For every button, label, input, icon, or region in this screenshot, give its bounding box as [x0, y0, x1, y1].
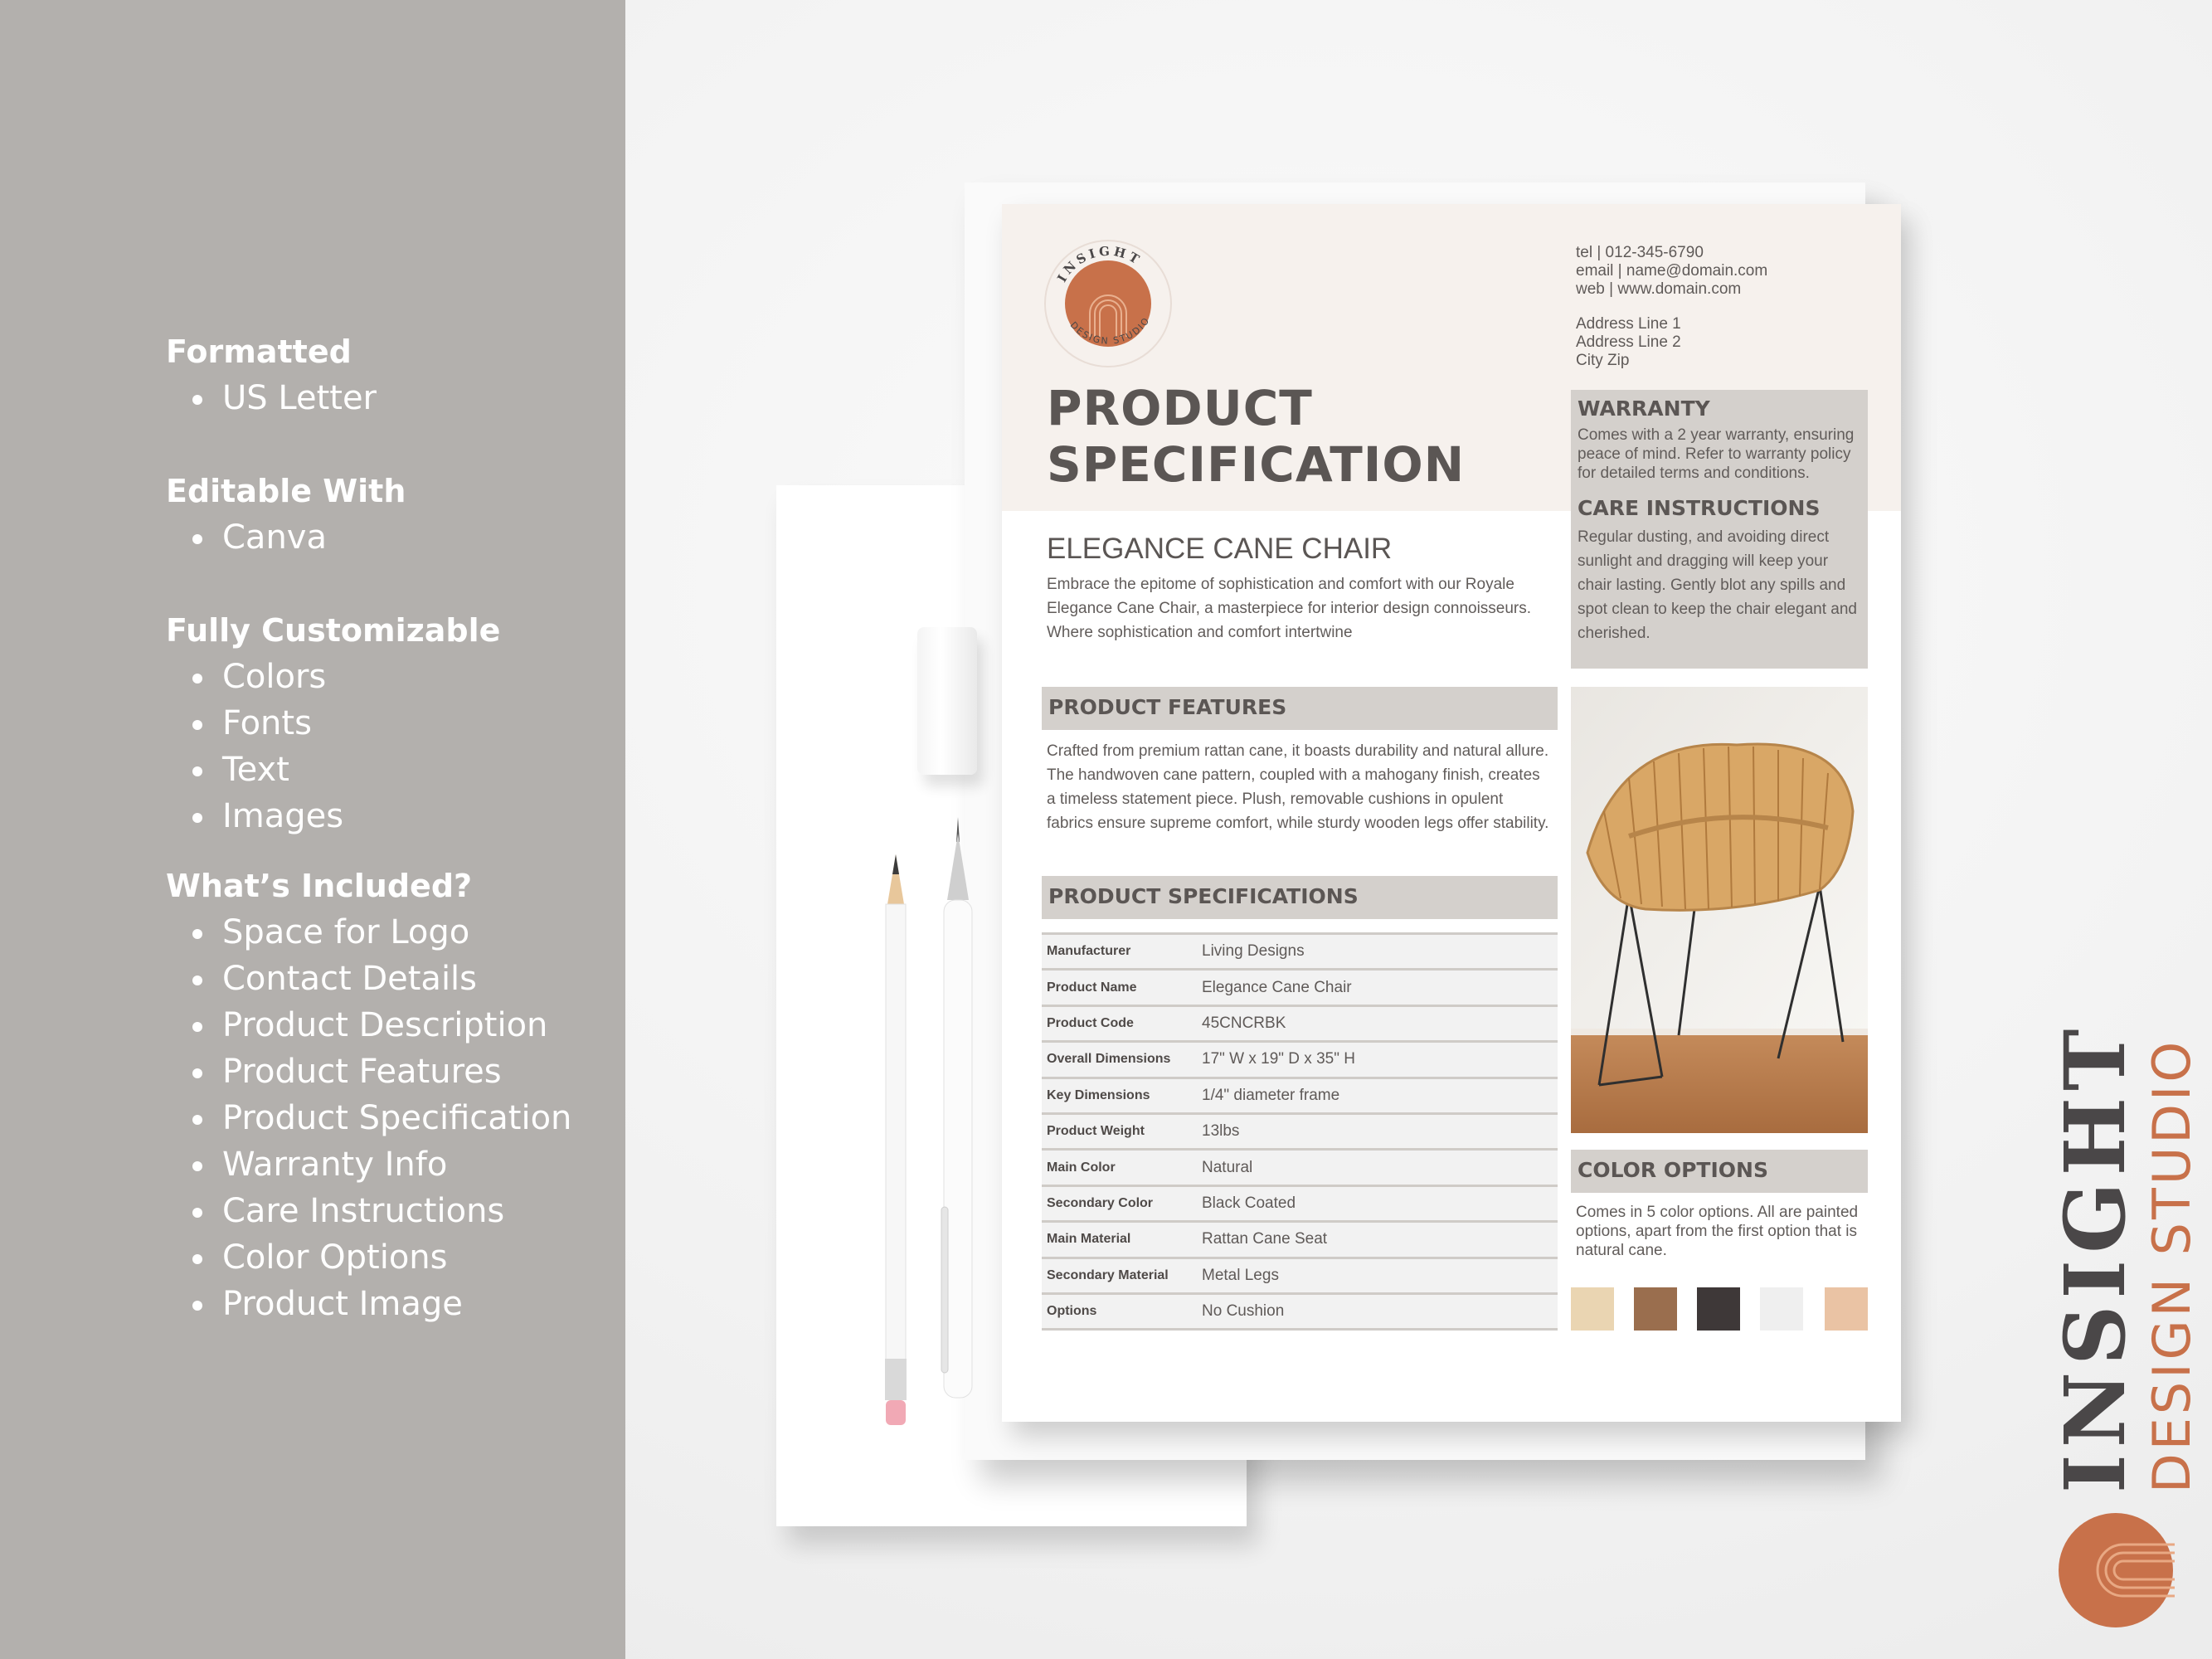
address-line-2: Address Line 2 [1576, 333, 1681, 351]
table-row [1042, 1185, 1558, 1221]
list-item: Product Features [192, 1048, 571, 1095]
spec-label: Key Dimensions [1047, 1087, 1150, 1102]
list-item: Color Options [192, 1234, 571, 1281]
spec-value: Black Coated [1202, 1194, 1296, 1212]
color-swatch [1825, 1287, 1868, 1331]
specs-heading: PRODUCT SPECIFICATIONS [1048, 884, 1359, 908]
table-row [1042, 1222, 1558, 1258]
brand-subtitle: DESIGN STUDIO [2142, 1038, 2202, 1493]
address-line-1: Address Line 1 [1576, 315, 1681, 333]
list-item: Product Image [192, 1281, 571, 1327]
list-item: Product Specification [192, 1095, 571, 1141]
spec-label: Main Material [1047, 1232, 1131, 1247]
spec-value: 1/4" diameter frame [1202, 1086, 1340, 1104]
logo-badge [1042, 237, 1174, 370]
product-image [1571, 687, 1868, 1133]
spec-label: Product Code [1047, 1015, 1134, 1030]
table-row [1042, 934, 1558, 970]
included-heading: What’s Included? [166, 868, 473, 904]
list-item: Images [192, 793, 343, 839]
contact-web: web | www.domain.com [1576, 280, 1742, 298]
table-row [1042, 1005, 1558, 1041]
included-list [192, 909, 571, 1327]
list-item: Space for Logo [192, 909, 571, 956]
pencil [863, 854, 929, 1435]
feature-panel [0, 0, 625, 1659]
page-title-line-1: PRODUCT [1047, 380, 1313, 436]
spec-label: Product Name [1047, 980, 1137, 995]
spec-label: Secondary Color [1047, 1195, 1154, 1210]
list-item: Colors [192, 654, 343, 700]
color-swatch [1571, 1287, 1614, 1331]
table-row [1042, 1293, 1558, 1329]
spec-label: Options [1047, 1304, 1097, 1319]
spec-table [1042, 932, 1558, 1331]
page-title-line-2: SPECIFICATION [1047, 436, 1466, 493]
color-swatch [1634, 1287, 1677, 1331]
eraser [917, 627, 977, 775]
warranty-care-box [1571, 390, 1868, 669]
list-item: Product Description [192, 1002, 571, 1048]
spec-sheet [1002, 204, 1901, 1422]
spec-label: Main Color [1047, 1160, 1116, 1175]
customizable-heading: Fully Customizable [166, 612, 501, 649]
product-desc-text: Embrace the epitome of sophistication and comfort with our Royale Elegance Cane Chair, a masterpiece for interior design connoisseurs. [1047, 576, 1532, 617]
spec-label: Manufacturer [1047, 944, 1131, 959]
logo-bottom-text: DESIGN STUDIO [1067, 314, 1153, 347]
brand-logo-icon [2057, 1511, 2175, 1629]
formatted-heading: Formatted [166, 333, 352, 370]
product-description [1047, 572, 1544, 645]
editable-heading: Editable With [166, 473, 406, 509]
formatted-list [192, 375, 377, 421]
spec-value: 17" W x 19" D x 35" H [1202, 1050, 1355, 1068]
customizable-list [192, 654, 343, 839]
specs-bar [1042, 876, 1558, 919]
list-item: Fonts [192, 700, 343, 747]
brand-name: INSIGHT [2046, 1022, 2144, 1493]
spec-value: Metal Legs [1202, 1266, 1279, 1284]
table-row [1042, 1258, 1558, 1293]
product-tagline: Where sophistication and comfort intertwine [1047, 624, 1353, 641]
list-item: US Letter [192, 375, 377, 421]
spec-label: Secondary Material [1047, 1267, 1169, 1282]
contact-email: email | name@domain.com [1576, 262, 1768, 280]
list-item: Text [192, 747, 343, 793]
spec-value: 45CNCRBK [1202, 1014, 1286, 1032]
color-options-bar [1571, 1150, 1868, 1193]
color-swatch [1760, 1287, 1803, 1331]
spec-value: Living Designs [1202, 942, 1305, 961]
spec-value: Rattan Cane Seat [1202, 1230, 1328, 1248]
care-heading: CARE INSTRUCTIONS [1578, 496, 1821, 520]
spec-label: Product Weight [1047, 1124, 1145, 1139]
logo-top-text: INSIGHT [1054, 243, 1145, 285]
spec-value: Natural [1202, 1158, 1253, 1176]
features-text: Crafted from premium rattan cane, it boasts durability and natural allure. The handwoven cane pattern, coupled with a mahogany finish, creates a timeless statement piece. Plush, removable cushions in opulent fabrics ensure supreme comfort, while sturdy wooden legs offer stability. [1047, 742, 1549, 832]
spec-value: 13lbs [1202, 1122, 1240, 1141]
features-heading: PRODUCT FEATURES [1048, 695, 1287, 719]
list-item: Warranty Info [192, 1141, 571, 1188]
color-options-heading: COLOR OPTIONS [1578, 1158, 1768, 1182]
product-name: ELEGANCE CANE CHAIR [1047, 533, 1393, 565]
table-row [1042, 970, 1558, 1005]
contact-tel: tel | 012-345-6790 [1576, 244, 1704, 261]
list-item: Canva [192, 514, 327, 561]
table-row [1042, 1150, 1558, 1185]
mechanical-pen [929, 817, 987, 1414]
table-row [1042, 1042, 1558, 1078]
list-item: Care Instructions [192, 1188, 571, 1234]
spec-value: No Cushion [1202, 1302, 1285, 1321]
care-text: Regular dusting, and avoiding direct sunlight and dragging will keep your chair lasting. Gently blot any spills and spot clean to keep the chair elegant and cherished. [1578, 528, 1857, 642]
warranty-heading: WARRANTY [1578, 397, 1710, 421]
color-swatch [1697, 1287, 1740, 1331]
list-item: Contact Details [192, 956, 571, 1002]
spec-value: Elegance Cane Chair [1202, 978, 1352, 996]
spec-label: Overall Dimensions [1047, 1052, 1171, 1067]
address-city: City Zip [1576, 352, 1630, 369]
table-row [1042, 1113, 1558, 1149]
table-row [1042, 1078, 1558, 1113]
editable-list [192, 514, 327, 561]
warranty-text: Comes with a 2 year warranty, ensuring peace of mind. Refer to warranty policy for detailed terms and conditions. [1578, 426, 1855, 482]
color-options-text: Comes in 5 color options. All are painted options, apart from the first option that is natural cane. [1576, 1204, 1859, 1259]
features-bar [1042, 687, 1558, 730]
